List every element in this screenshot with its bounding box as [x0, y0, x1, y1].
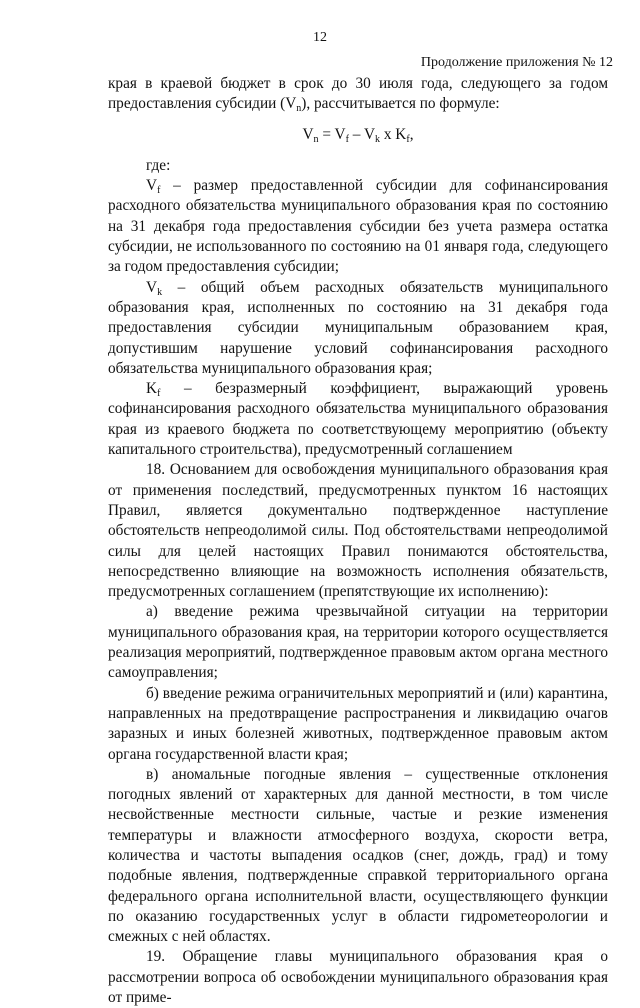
formula-subscript: f — [345, 133, 349, 145]
formula-symbol: , — [409, 125, 414, 143]
definition-text: – размер предоставленной субсидии для софинансирования расходного обязательства муниципального образования края по состоянию на 31 декабря года предоставления субсидии без учета размера остатка субсидии, не использованного по состоянию на 01 января года, следующего за годом предоставления субсидии; — [108, 177, 608, 276]
intro-paragraph — [108, 74, 608, 115]
definition-subscript: f — [157, 388, 161, 400]
formula-symbol: x K — [380, 125, 407, 143]
paragraph-19: 19. Обращение главы муниципального образования края о рассмотрении вопроса об освобождении муниципального образования края от приме- — [108, 948, 608, 1007]
subparagraph-v: в) аномальные погодные явления – существенные отклонения погодных явлений от характерных для данной местности, в том числе несвойственные местности сильные, частые и резкие изменения температуры и влажности атмосферного воздуха, скорости ветра, количества и частоты выпадения осадков (снег, дождь, град) и тому подобные явления, подтвержденные справкой территориального органа федерального органа исполнительной власти, осуществляющего функции по оказанию государственных услуг в области гидрометеорологии и смежных с ней областях. — [108, 765, 608, 946]
definition-text: – общий объем расходных обязательств муниципального образования края, исполненных по состоянию на 31 декабря года предоставления субсидии муниципальным образованием края, допустившим нарушение условий софинансирования расходного обязательства муниципального образования края; — [108, 278, 608, 377]
page-number: 12 — [313, 30, 327, 45]
definition-text: – безразмерный коэффициент, выражающий уровень софинансирования расходного обязательства муниципального образования края из краевого бюджета по соответствующему мероприятию (объекту капитального строительства), предусмотренный соглашением — [108, 380, 608, 459]
where-label: где: — [146, 156, 171, 174]
definition-paragraph — [108, 379, 608, 460]
subparagraph-b: б) введение режима ограничительных мероприятий и (или) карантина, направленных на предотвращение распространения и ликвидацию очагов заразных и иных болезней животных, подтвержденное правовым актом органа государственной власти края; — [108, 684, 608, 763]
intro-subscript: n — [296, 103, 302, 115]
definition-symbol: K — [146, 380, 158, 398]
definition-subscript: k — [157, 286, 163, 298]
appendix-continuation-note: Продолжение приложения № 12 — [420, 55, 613, 70]
formula — [108, 125, 608, 145]
definition-subscript: f — [157, 185, 161, 197]
definition-paragraph — [108, 278, 608, 379]
definition-paragraph — [108, 176, 608, 277]
intro-tail: ), рассчитывается по формуле: — [301, 95, 500, 113]
formula-subscript: n — [313, 133, 319, 145]
formula-symbol: V — [302, 125, 314, 143]
formula-symbol: – V — [348, 125, 375, 143]
formula-symbol: = V — [318, 125, 346, 143]
formula-subscript: f — [406, 133, 410, 145]
definition-symbol: V — [146, 177, 158, 195]
body-text — [108, 74, 608, 1008]
paragraph-18: 18. Основанием для освобождения муниципального образования края от применения последствий, предусмотренных пунктом 16 настоящих Правил, является документально подтвержденное наступление обстоятельств непреодолимой силы. Под обстоятельствами непреодолимой силы для целей настоящих Правил понимаются обстоятельства, непосредственно влияющие на возможность исполнения обязательств, предусмотренных соглашением (препятствующие их исполнению): — [108, 461, 608, 601]
intro-text: края в краевой бюджет в срок до 30 июля года, следующего за годом предоставления субсидии (V — [108, 75, 608, 113]
definition-symbol: V — [146, 278, 158, 296]
subparagraph-a: а) введение режима чрезвычайной ситуации на территории муниципального образования края, на территории которого осуществляется реализация мероприятий, подтвержденное правовым актом органа местного самоуправления; — [108, 603, 608, 682]
formula-subscript: k — [375, 133, 380, 145]
